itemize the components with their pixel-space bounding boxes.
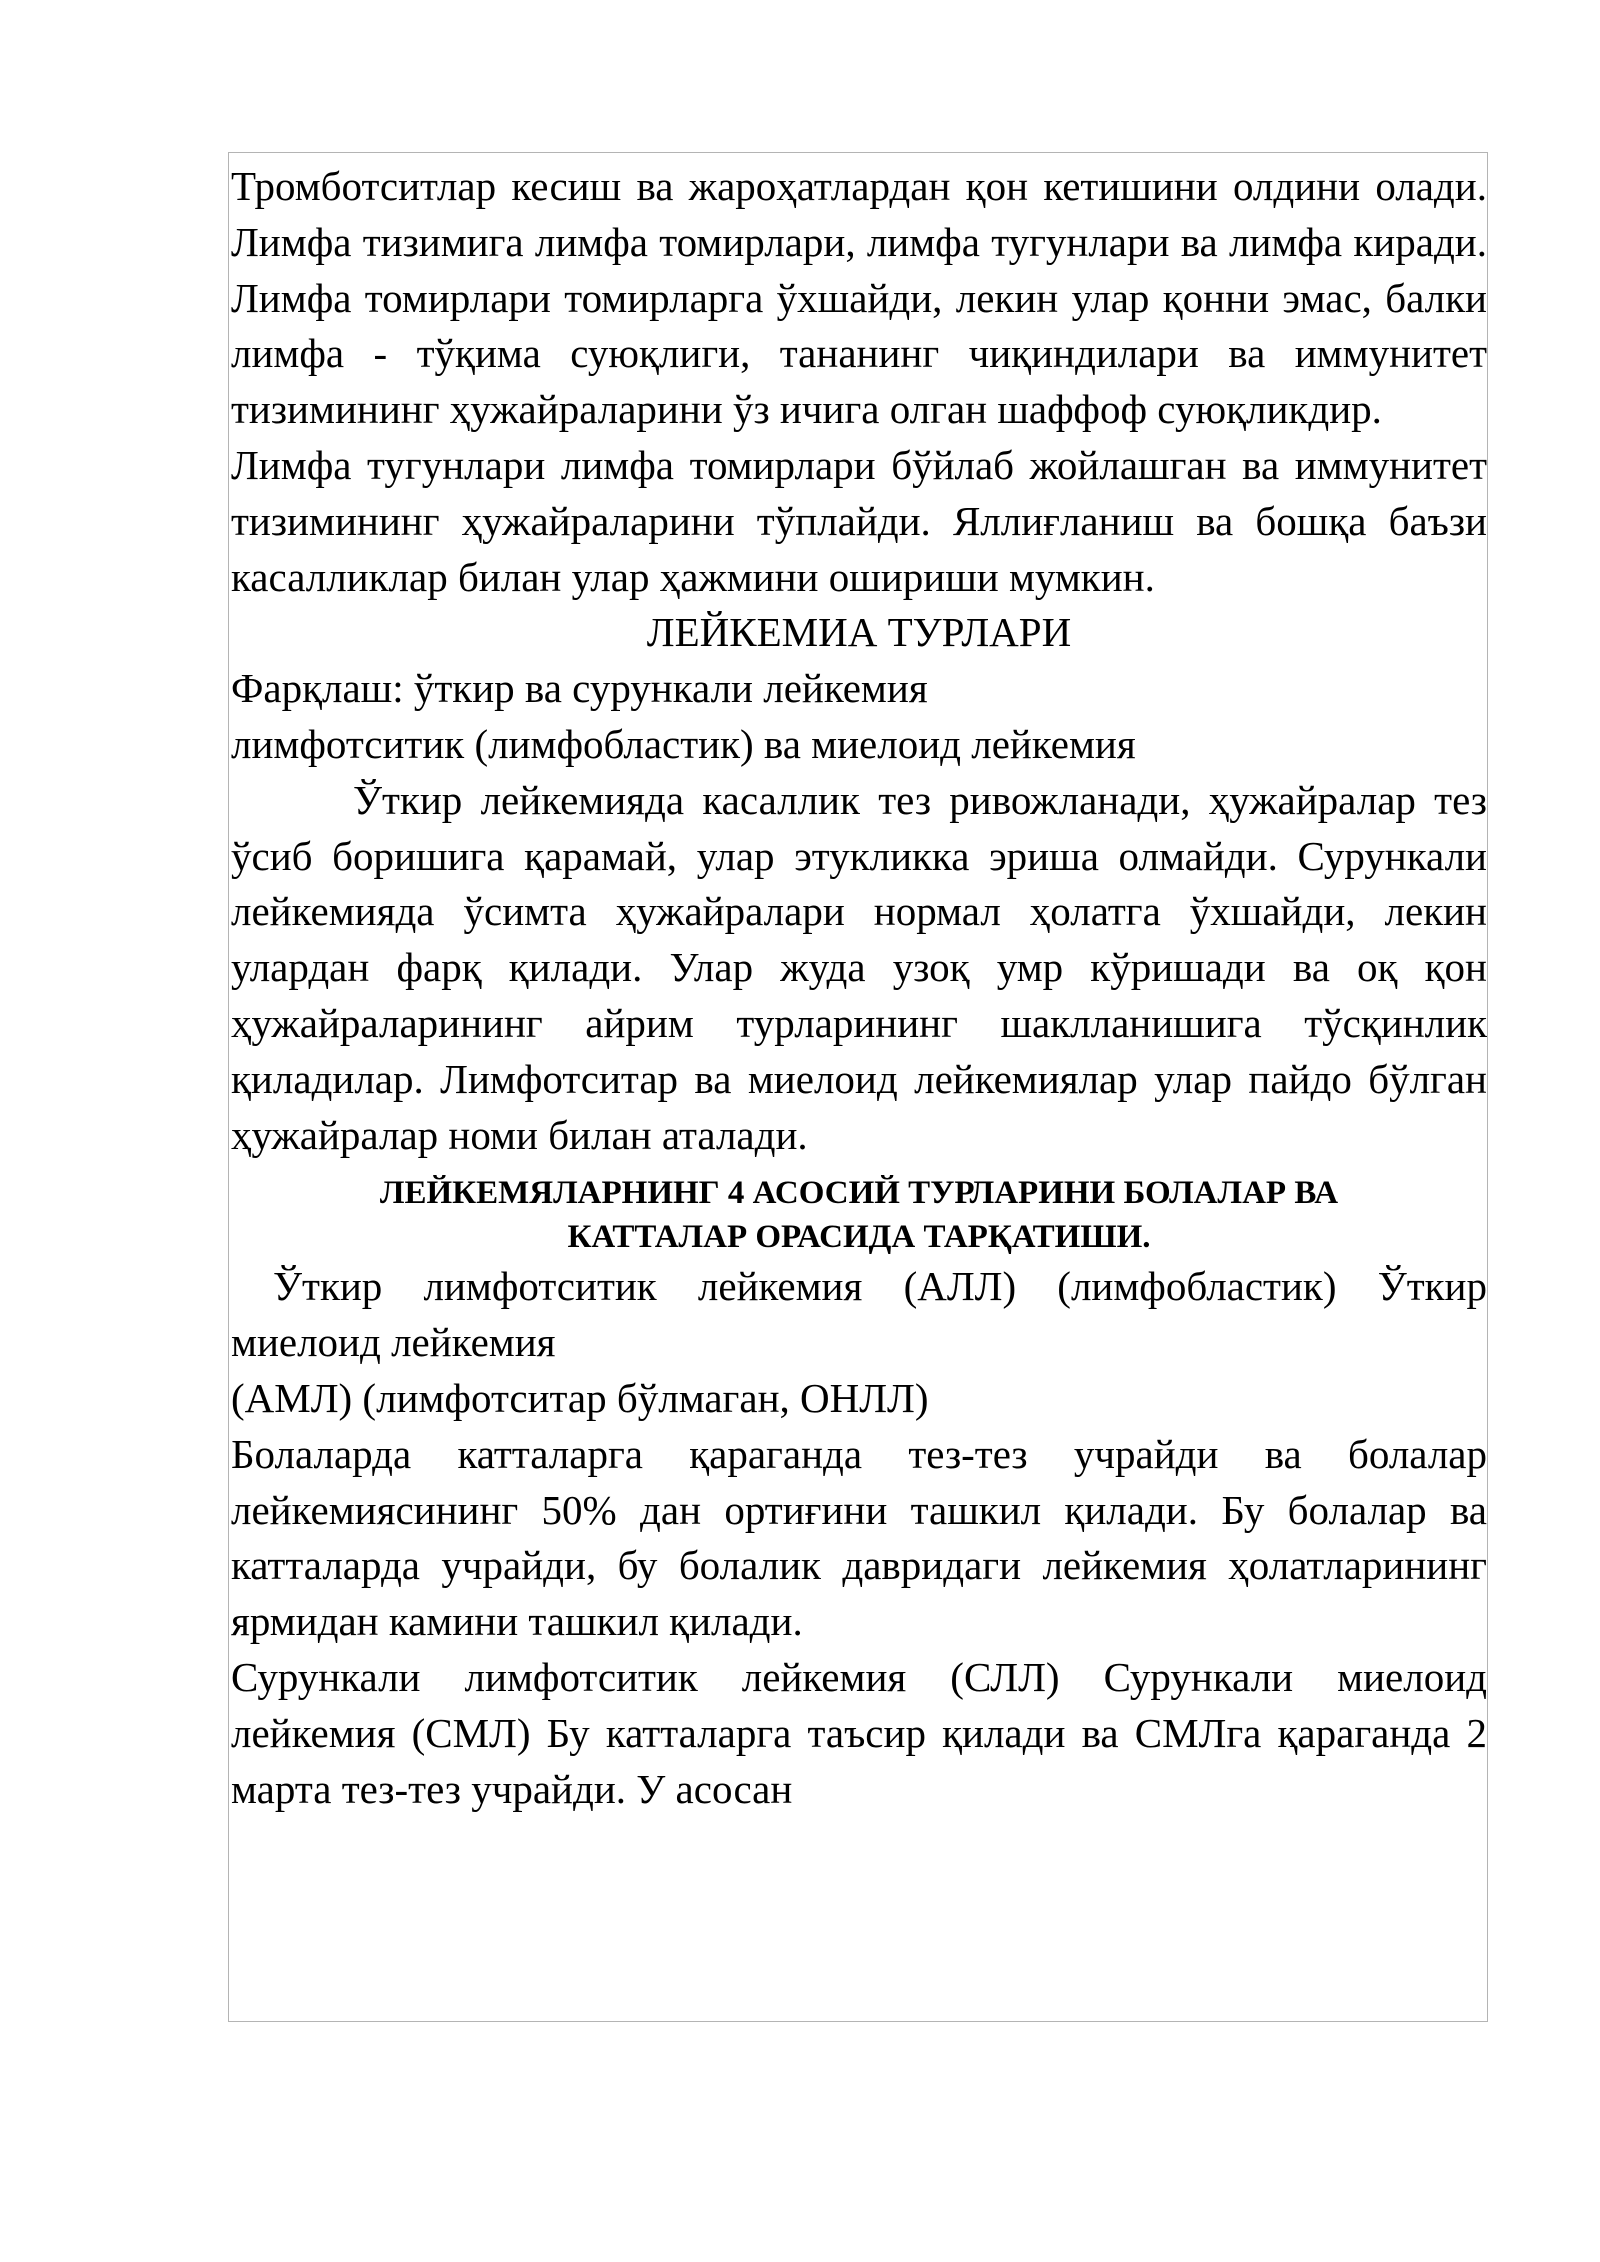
document-body [231, 159, 1487, 1817]
subheading-line-2: КАТТАЛАР ОРАСИДА ТАРҚАТИШИ. [567, 1219, 1151, 1256]
subheading-distribution [231, 1171, 1487, 1259]
paragraph-children: Болаларда катталарга қараганда тез-тез учрайди ва болалар лейкемиясининг 50% дан ортиғини ташкил қилади. Бу болалар ва катталарда учрайди, бу болалик давридаги лейкемия ҳолатларининг ярмидан камини ташкил қилади. [231, 1430, 1487, 1645]
all-line: Ўткир лимфотситик лейкемия (АЛЛ) (лимфобластик) Ўткир миелоид лейкемия [231, 1263, 1487, 1366]
paragraph-chronic: Сурункали лимфотситик лейкемия (СЛЛ) Сурункали миелоид лейкемия (СМЛ) Бу катталарга таъсир қилади ва СМЛга қараганда 2 марта тез-тез учрайди. У асосан [231, 1653, 1487, 1812]
lymph-myeloid-line: лимфотситик (лимфобластик) ва миелоид лейкемия [231, 720, 1136, 767]
heading-leukemia-types: ЛЕЙКЕМИА ТУРЛАРИ [646, 609, 1072, 656]
paragraph-lymph-nodes: Лимфа тугунлари лимфа томирлари бўйлаб жойлашган ва иммунитет тизимининг ҳужайраларини тўплайди. Яллиғланиш ва бошқа баъзи касалликлар билан улар ҳажмини ошириши мумкин. [231, 441, 1487, 600]
aml-line: (АМЛ) (лимфотситар бўлмаган, ОНЛЛ) [231, 1374, 929, 1421]
subheading-line-1: ЛЕЙКЕМЯЛАРНИНГ 4 АСОСИЙ ТУРЛАРИНИ БОЛАЛАР ВА [379, 1175, 1339, 1212]
paragraph-acute-chronic: Ўткир лейкемияда касаллик тез ривожланади, ҳужайралар тез ўсиб боришига қарамай, улар этукликка эриша олмайди. Сурункали лейкемияда ўсимта ҳужайралари нормал ҳолатга ўхшайди, лекин улардан фарқ қилади. Улар жуда узоқ умр кўришади ва оқ қон ҳужайраларининг айрим турларининг шаклланишига тўсқинлик қиладилар. Лимфотситар ва миелоид лейкемиялар улар пайдо бўлган ҳужайралар номи билан аталади. [231, 776, 1487, 1158]
page-frame [228, 152, 1488, 2022]
paragraph-platelets-lymph: Тромботситлар кесиш ва жароҳатлардан қон кетишини олдини олади. Лимфа тизимига лимфа томирлари, лимфа тугунлари ва лимфа киради. Лимфа томирлари томирларга ўхшайди, лекин улар қонни эмас, балки лимфа - тўқима суюқлиги, тананинг чиқиндилари ва иммунитет тизимининг ҳужайраларини ўз ичига олган шаффоф суюқликдир. [231, 163, 1487, 433]
distinguish-line: Фарқлаш: ўткир ва сурункали лейкемия [231, 665, 928, 712]
